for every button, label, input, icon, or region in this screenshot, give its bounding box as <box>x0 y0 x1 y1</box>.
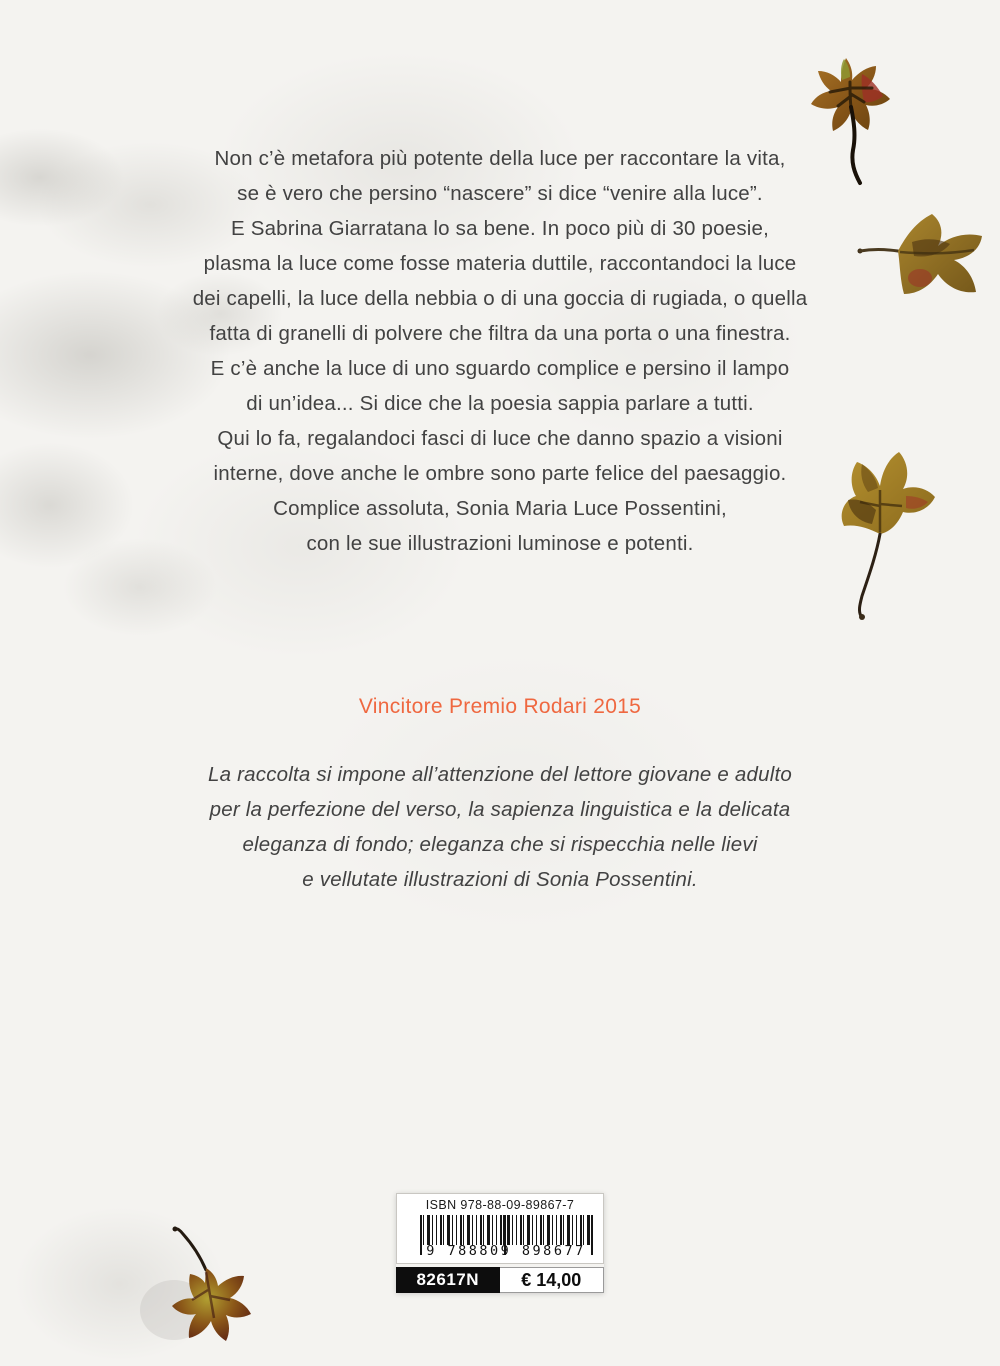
blurb-line: fatta di granelli di polvere che filtra da una porta o una finestra. <box>209 322 791 345</box>
autumn-tulip-leaf-icon <box>818 436 948 626</box>
award-line: Vincitore Premio Rodari 2015 <box>358 695 642 718</box>
review-quote <box>0 757 1000 897</box>
blurb-line: dei capelli, la luce della nebbia o di una goccia di rugiada, o quella <box>192 287 808 310</box>
quote-line: eleganza di fondo; eleganza che si rispecchia nelle lievi <box>242 833 758 856</box>
quote-line: La raccolta si impone all’attenzione del lettore giovane e adulto <box>208 763 792 786</box>
blurb-line: di un’idea... Si dice che la poesia sappia parlare a tutti. <box>246 392 754 415</box>
blurb-line: Complice assoluta, Sonia Maria Luce Possentini, <box>273 497 727 520</box>
product-code-badge: 82617N <box>396 1267 500 1293</box>
blurb-line: E Sabrina Giarratana lo sa bene. In poco più di 30 poesie, <box>230 217 770 240</box>
price-row <box>396 1267 604 1293</box>
autumn-maple-leaf-icon <box>136 1218 260 1364</box>
isbn-box <box>396 1193 604 1264</box>
isbn-label: ISBN 978-88-09-89867-7 <box>425 1198 575 1212</box>
blurb-line: Qui lo fa, regalandoci fasci di luce che danno spazio a visioni <box>217 427 783 450</box>
quote-line: e vellutate illustrazioni di Sonia Possentini. <box>302 868 698 891</box>
barcode-bars <box>420 1215 592 1245</box>
isbn-price-label <box>396 1193 604 1293</box>
barcode <box>406 1215 594 1259</box>
blurb-line: E c’è anche la luce di uno sguardo complice e persino il lampo <box>210 357 790 380</box>
blurb-line: Non c’è metafora più potente della luce per raccontare la vita, <box>214 147 786 170</box>
autumn-maple-leaf-icon <box>800 52 905 192</box>
blurb-line: plasma la luce come fosse materia duttile, raccontandoci la luce <box>203 252 797 275</box>
blurb-line: interne, dove anche le ombre sono parte felice del paesaggio. <box>213 462 787 485</box>
quote-line: per la perfezione del verso, la sapienza linguistica e la delicata <box>209 798 791 821</box>
autumn-flat-leaf-icon <box>854 194 998 316</box>
barcode-digits: 9 788809 898677 <box>426 1243 586 1259</box>
blurb-line: se è vero che persino “nascere” si dice “venire alla luce”. <box>237 182 763 205</box>
price-badge: € 14,00 <box>500 1267 605 1293</box>
blurb-line: con le sue illustrazioni luminose e potenti. <box>306 532 694 555</box>
